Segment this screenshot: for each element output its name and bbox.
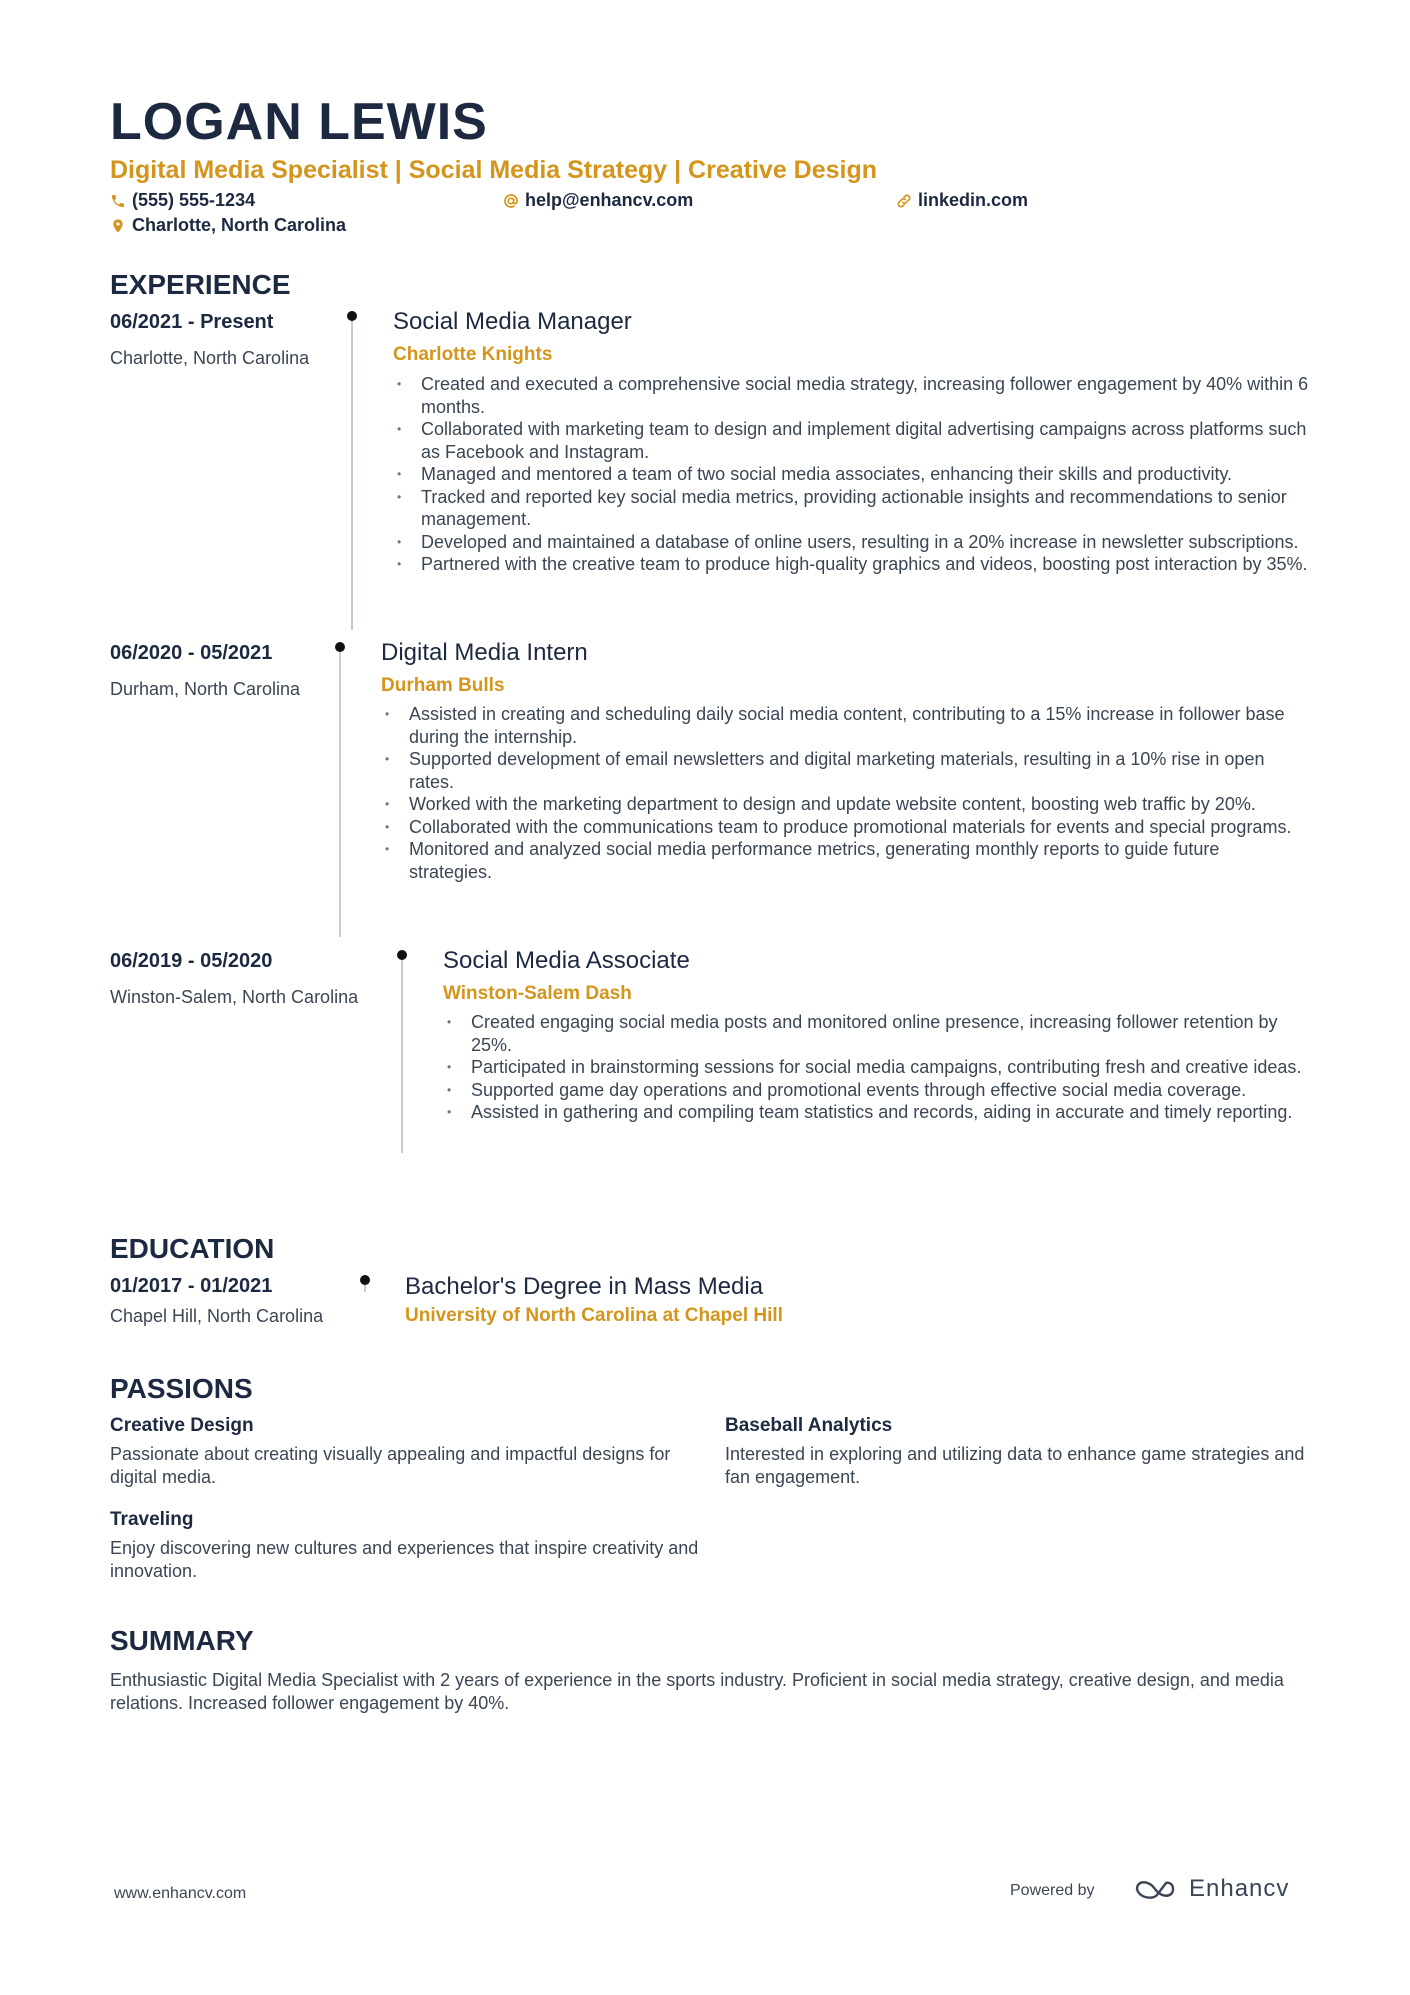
contact-email[interactable] bbox=[503, 188, 693, 212]
phone-text: (555) 555-1234 bbox=[132, 190, 256, 210]
list-item: • Monitored and analyzed social media performance metrics, generating monthly reports to guide future strategies. bbox=[381, 838, 1306, 883]
timeline-dot bbox=[347, 311, 357, 321]
list-item: • Assisted in gathering and compiling team statistics and records, aiding in accurate and timely reporting. bbox=[443, 1101, 1305, 1124]
job-dates: 06/2020 - 05/2021 bbox=[110, 642, 273, 664]
job-title: Social Media Manager bbox=[393, 308, 632, 335]
passion-description: Interested in exploring and utilizing data to enhance game strategies and fan engagement. bbox=[725, 1444, 1305, 1487]
list-item: • Partnered with the creative team to produce high-quality graphics and videos, boosting post interaction by 35%. bbox=[393, 553, 1313, 576]
summary-heading: SUMMARY bbox=[110, 1625, 254, 1656]
list-item: • Created and executed a comprehensive social media strategy, increasing follower engagement by 40% within 6 months. bbox=[393, 373, 1313, 418]
education-heading: EDUCATION bbox=[110, 1233, 275, 1264]
degree-title: Bachelor's Degree in Mass Media bbox=[405, 1273, 764, 1300]
job-location: Durham, North Carolina bbox=[110, 679, 301, 699]
link-icon bbox=[896, 193, 912, 209]
phone-icon bbox=[110, 193, 126, 209]
job-title: Digital Media Intern bbox=[381, 639, 588, 666]
powered-by-label: Powered by bbox=[1010, 1882, 1095, 1899]
contact-location bbox=[110, 213, 346, 237]
brand-logo[interactable] bbox=[1133, 1872, 1289, 1906]
list-item: • Assisted in creating and scheduling daily social media content, contributing to a 15% increase in follower base during the internship. bbox=[381, 703, 1306, 748]
timeline-dot bbox=[360, 1275, 370, 1285]
linkedin-text: linkedin.com bbox=[918, 190, 1029, 210]
list-item: • Supported game day operations and promotional events through effective social media coverage. bbox=[443, 1079, 1305, 1102]
job-location: Charlotte, North Carolina bbox=[110, 348, 310, 368]
list-item: • Tracked and reported key social media metrics, providing actionable insights and recommendations to senior management. bbox=[393, 486, 1313, 531]
list-item: • Developed and maintained a database of online users, resulting in a 20% increase in newsletter subscriptions. bbox=[393, 531, 1313, 554]
job-company: Winston-Salem Dash bbox=[443, 983, 632, 1004]
contact-phone bbox=[110, 188, 255, 212]
job-bullets bbox=[443, 1011, 1305, 1124]
job-company: Charlotte Knights bbox=[393, 344, 553, 365]
contact-linkedin[interactable] bbox=[896, 188, 1028, 212]
candidate-headline: Digital Media Specialist | Social Media Strategy | Creative Design bbox=[110, 156, 878, 184]
brand-name: Enhancv bbox=[1189, 1875, 1290, 1902]
experience-heading: EXPERIENCE bbox=[110, 269, 291, 300]
passion-title: Baseball Analytics bbox=[725, 1415, 893, 1436]
timeline-line bbox=[339, 647, 341, 937]
list-item: • Created engaging social media posts and monitored online presence, increasing follower retention by 25%. bbox=[443, 1011, 1305, 1056]
timeline-line bbox=[401, 955, 403, 1153]
summary-text: Enthusiastic Digital Media Specialist with 2 years of experience in the sports industry. Proficient in social media strategy, creative design, and media relations. Increased follower engagement by 40%. bbox=[110, 1670, 1284, 1713]
list-item: • Supported development of email newsletters and digital marketing materials, resulting in a 10% rise in open rates. bbox=[381, 748, 1306, 793]
passion-title: Traveling bbox=[110, 1509, 194, 1530]
job-bullets bbox=[381, 703, 1306, 883]
school-name: University of North Carolina at Chapel Hill bbox=[405, 1305, 783, 1326]
education-location: Chapel Hill, North Carolina bbox=[110, 1306, 324, 1326]
footer-url-link[interactable]: www.enhancv.com bbox=[114, 1885, 247, 1902]
list-item: • Collaborated with the communications team to produce promotional materials for events and special programs. bbox=[381, 816, 1306, 839]
timeline-dot bbox=[397, 950, 407, 960]
job-location: Winston-Salem, North Carolina bbox=[110, 987, 359, 1007]
list-item: • Managed and mentored a team of two social media associates, enhancing their skills and productivity. bbox=[393, 463, 1313, 486]
candidate-name: LOGAN LEWIS bbox=[110, 93, 488, 151]
enhancv-logo-icon bbox=[1133, 1876, 1181, 1902]
passion-description: Enjoy discovering new cultures and experiences that inspire creativity and innovation. bbox=[110, 1538, 699, 1581]
timeline-dot bbox=[335, 642, 345, 652]
job-company: Durham Bulls bbox=[381, 675, 505, 696]
job-dates: 06/2021 - Present bbox=[110, 311, 274, 333]
at-icon bbox=[503, 193, 519, 209]
job-bullets bbox=[393, 373, 1313, 576]
job-dates: 06/2019 - 05/2020 bbox=[110, 950, 273, 972]
list-item: • Worked with the marketing department to design and update website content, boosting web traffic by 20%. bbox=[381, 793, 1306, 816]
list-item: • Participated in brainstorming sessions for social media campaigns, contributing fresh and creative ideas. bbox=[443, 1056, 1305, 1079]
list-item: • Collaborated with marketing team to design and implement digital advertising campaigns across platforms such as Facebook and Instagram. bbox=[393, 418, 1313, 463]
passion-title: Creative Design bbox=[110, 1415, 254, 1436]
passions-heading: PASSIONS bbox=[110, 1373, 253, 1404]
passion-description: Passionate about creating visually appealing and impactful designs for digital media. bbox=[110, 1444, 671, 1487]
email-text: help@enhancv.com bbox=[525, 190, 694, 210]
education-dates: 01/2017 - 01/2021 bbox=[110, 1275, 273, 1297]
job-title: Social Media Associate bbox=[443, 947, 690, 974]
location-text: Charlotte, North Carolina bbox=[132, 215, 347, 235]
timeline-line bbox=[351, 316, 353, 630]
location-pin-icon bbox=[110, 218, 126, 234]
